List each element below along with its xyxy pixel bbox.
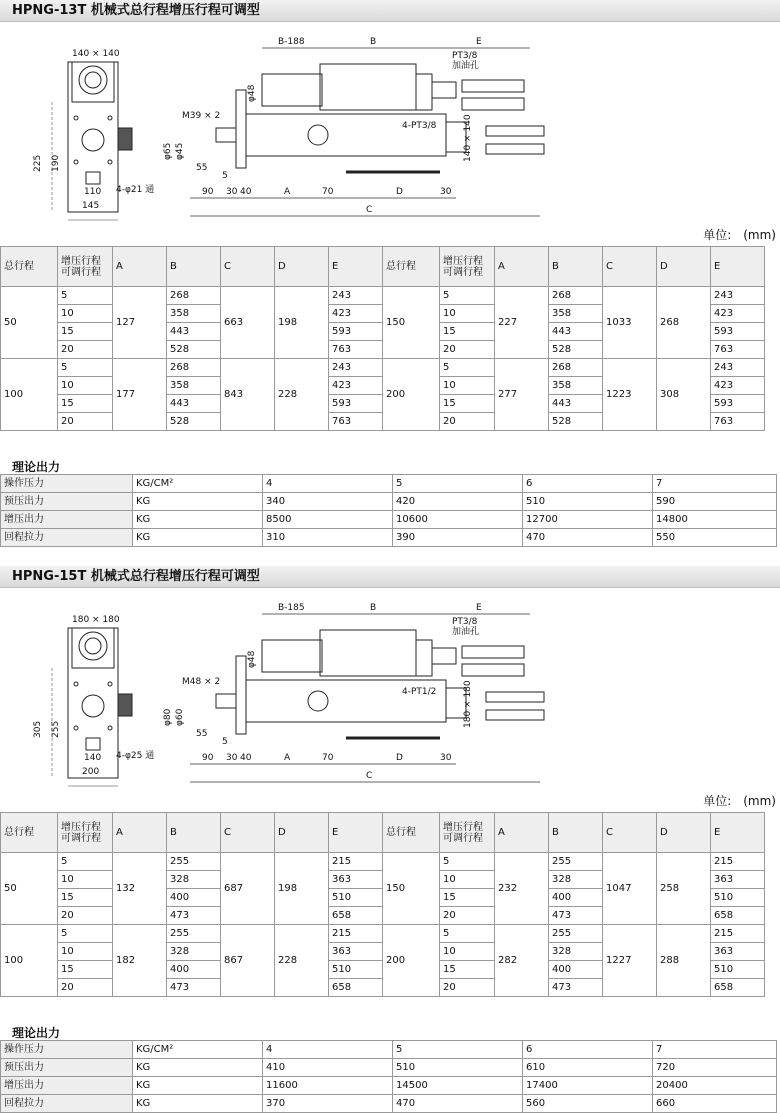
- dim-b-cell: 268: [549, 287, 603, 305]
- force-value: 7: [653, 475, 777, 493]
- dim-e-cell: 243: [329, 359, 383, 377]
- dim-d-cell: 228: [275, 925, 329, 997]
- dim-b-cell: 443: [549, 323, 603, 341]
- dim-c-cell: 843: [221, 359, 275, 431]
- dim-b-cell: 443: [167, 323, 221, 341]
- dim-d-cell: 308: [657, 359, 711, 431]
- dim-90: 90: [202, 753, 214, 763]
- dim-e-cell: 215: [329, 925, 383, 943]
- dim-a-cell: 282: [495, 925, 549, 997]
- dim-d48: φ48: [247, 84, 257, 102]
- dim-d1: φ65: [163, 142, 173, 160]
- dim-thread: M39 × 2: [182, 111, 221, 121]
- dim-b-cell: 328: [167, 943, 221, 961]
- boost-stroke-cell: 15: [440, 889, 495, 907]
- dim-e-cell: 423: [711, 305, 765, 323]
- dim-l5: 5: [222, 171, 228, 181]
- dim-e-cell: 243: [711, 359, 765, 377]
- force-value: 11600: [263, 1077, 393, 1095]
- dim-b-offset: B-188: [278, 37, 305, 47]
- column-header: C: [221, 247, 275, 287]
- dim-flange: 180 × 180: [72, 615, 120, 625]
- boost-stroke-cell: 15: [58, 961, 113, 979]
- dim-c-cell: 1033: [603, 287, 657, 359]
- force-value: 340: [263, 493, 393, 511]
- column-header: E: [711, 813, 765, 853]
- column-header: A: [113, 813, 167, 853]
- column-header: 增压行程 可调行程: [58, 247, 113, 287]
- column-header: D: [657, 247, 711, 287]
- boost-stroke-cell: 15: [58, 323, 113, 341]
- dim-d2: φ45: [175, 142, 185, 160]
- dim-c-cell: 867: [221, 925, 275, 997]
- dim-e-cell: 423: [329, 305, 383, 323]
- dim-40: 40: [240, 753, 252, 763]
- force-value: 390: [393, 529, 523, 547]
- force-value: KG: [133, 493, 263, 511]
- force-value: KG/CM²: [133, 1041, 263, 1059]
- column-header: E: [329, 247, 383, 287]
- force-value: 7: [653, 1041, 777, 1059]
- dim-h2: 255: [51, 720, 61, 738]
- boost-stroke-cell: 5: [440, 853, 495, 871]
- dim-d-cell: 198: [275, 287, 329, 359]
- dim-d-cell: 258: [657, 853, 711, 925]
- dim-30a: 30: [226, 753, 238, 763]
- total-stroke-cell: 100: [1, 359, 58, 431]
- dim-h2: 190: [51, 154, 61, 172]
- dim-thread: M48 × 2: [182, 677, 221, 687]
- dim-h1: 225: [33, 154, 43, 172]
- section-title: HPNG-13T 机械式总行程增压行程可调型: [0, 0, 780, 22]
- boost-stroke-cell: 20: [440, 979, 495, 997]
- force-value: KG: [133, 1077, 263, 1095]
- dim-h1: 305: [33, 720, 43, 738]
- boost-stroke-cell: 5: [58, 359, 113, 377]
- boost-stroke-cell: 10: [440, 871, 495, 889]
- dim-a: A: [284, 187, 291, 197]
- force-value: KG/CM²: [133, 475, 263, 493]
- column-header: B: [549, 247, 603, 287]
- boost-stroke-cell: 10: [58, 871, 113, 889]
- dim-e-cell: 593: [711, 323, 765, 341]
- dim-e-cell: 763: [329, 341, 383, 359]
- column-header: E: [329, 813, 383, 853]
- dim-c-cell: 663: [221, 287, 275, 359]
- dim-e-cell: 510: [329, 889, 383, 907]
- dim-e-cell: 763: [329, 413, 383, 431]
- dim-pt: PT3/8: [452, 617, 478, 627]
- dim-b-cell: 358: [549, 305, 603, 323]
- dim-b-cell: 268: [167, 287, 221, 305]
- boost-stroke-cell: 20: [58, 413, 113, 431]
- dim-e-cell: 215: [329, 853, 383, 871]
- column-header: A: [495, 813, 549, 853]
- boost-stroke-cell: 10: [440, 305, 495, 323]
- dim-e-cell: 363: [711, 871, 765, 889]
- dim-e-cell: 658: [329, 979, 383, 997]
- boost-stroke-cell: 5: [440, 287, 495, 305]
- force-value: 610: [523, 1059, 653, 1077]
- column-header: 增压行程 可调行程: [440, 813, 495, 853]
- dim-w2: 200: [82, 767, 100, 777]
- force-value: 510: [393, 1059, 523, 1077]
- dim-b-cell: 528: [549, 341, 603, 359]
- spec-header-row: [1, 247, 765, 287]
- dim-b-cell: 443: [549, 395, 603, 413]
- dim-e-cell: 658: [711, 907, 765, 925]
- dim-e-cell: 658: [711, 979, 765, 997]
- boost-stroke-cell: 20: [58, 979, 113, 997]
- column-header: E: [711, 247, 765, 287]
- boost-stroke-cell: 10: [440, 377, 495, 395]
- dim-d: D: [396, 187, 403, 197]
- force-value: 510: [523, 493, 653, 511]
- force-value: 420: [393, 493, 523, 511]
- dim-e-cell: 510: [329, 961, 383, 979]
- total-stroke-cell: 50: [1, 853, 58, 925]
- boost-stroke-cell: 10: [440, 943, 495, 961]
- dim-b-cell: 400: [167, 889, 221, 907]
- column-header: 增压行程 可调行程: [58, 813, 113, 853]
- dim-70: 70: [322, 187, 334, 197]
- table-row: [1, 925, 765, 943]
- dim-d2: φ60: [175, 708, 185, 726]
- dim-w1: 140: [84, 753, 102, 763]
- force-label: 预压出力: [1, 1059, 133, 1077]
- force-row: [1, 1077, 777, 1095]
- force-label: 操作压力: [1, 1041, 133, 1059]
- boost-stroke-cell: 10: [58, 305, 113, 323]
- force-value: 4: [263, 1041, 393, 1059]
- dim-e-cell: 215: [711, 925, 765, 943]
- spec-header-row: [1, 813, 765, 853]
- dim-holes: 4-φ21 通: [116, 185, 155, 195]
- boost-stroke-cell: 20: [440, 341, 495, 359]
- dim-c: C: [366, 205, 373, 215]
- spec-table: [0, 246, 765, 431]
- total-stroke-cell: 100: [1, 925, 58, 997]
- column-header: 总行程: [383, 247, 440, 287]
- dim-a-cell: 227: [495, 287, 549, 359]
- dim-a-cell: 132: [113, 853, 167, 925]
- force-value: 14500: [393, 1077, 523, 1095]
- dim-e-cell: 215: [711, 853, 765, 871]
- force-value: 5: [393, 1041, 523, 1059]
- dim-w1: 110: [84, 187, 102, 197]
- force-value: 10600: [393, 511, 523, 529]
- force-value: KG: [133, 529, 263, 547]
- unit-label: 单位: (mm): [703, 228, 776, 242]
- dim-e-cell: 363: [711, 943, 765, 961]
- dim-e-cell: 593: [329, 395, 383, 413]
- force-label: 增压出力: [1, 1077, 133, 1095]
- dim-90: 90: [202, 187, 214, 197]
- force-table: [0, 474, 777, 547]
- dim-30b: 30: [440, 187, 452, 197]
- dim-40: 40: [240, 187, 252, 197]
- dim-d48: φ48: [247, 650, 257, 668]
- dim-30a: 30: [226, 187, 238, 197]
- dim-e-cell: 243: [711, 287, 765, 305]
- force-value: 370: [263, 1095, 393, 1113]
- boost-stroke-cell: 10: [58, 377, 113, 395]
- dim-b-cell: 473: [549, 907, 603, 925]
- dim-a: A: [284, 753, 291, 763]
- dim-b-cell: 473: [167, 979, 221, 997]
- column-header: D: [275, 813, 329, 853]
- force-value: KG: [133, 1095, 263, 1113]
- technical-drawing: [0, 588, 780, 784]
- force-value: 8500: [263, 511, 393, 529]
- total-stroke-cell: 50: [1, 287, 58, 359]
- force-row: [1, 475, 777, 493]
- dim-b-cell: 328: [549, 943, 603, 961]
- force-label: 预压出力: [1, 493, 133, 511]
- dim-b: B: [370, 603, 377, 613]
- dim-a-cell: 182: [113, 925, 167, 997]
- dim-d-cell: 228: [275, 359, 329, 431]
- boost-stroke-cell: 20: [58, 341, 113, 359]
- force-label: 操作压力: [1, 475, 133, 493]
- column-header: D: [657, 813, 711, 853]
- oil-hole-label: 加油孔: [452, 61, 480, 71]
- dim-b-cell: 255: [167, 853, 221, 871]
- dim-pt: PT3/8: [452, 51, 478, 61]
- force-value: 590: [653, 493, 777, 511]
- column-header: B: [167, 813, 221, 853]
- force-value: KG: [133, 1059, 263, 1077]
- dim-c-cell: 1227: [603, 925, 657, 997]
- dim-b-cell: 268: [549, 359, 603, 377]
- dim-b-offset: B-185: [278, 603, 305, 613]
- dim-b-cell: 400: [549, 889, 603, 907]
- dim-e-cell: 593: [711, 395, 765, 413]
- dim-c-cell: 1223: [603, 359, 657, 431]
- section-title: HPNG-15T 机械式总行程增压行程可调型: [0, 566, 780, 588]
- boost-stroke-cell: 15: [440, 961, 495, 979]
- total-stroke-cell: 200: [383, 359, 440, 431]
- dim-d-cell: 198: [275, 853, 329, 925]
- dim-a-cell: 177: [113, 359, 167, 431]
- force-value: 17400: [523, 1077, 653, 1095]
- table-row: [1, 359, 765, 377]
- dim-e-cell: 423: [329, 377, 383, 395]
- dim-b-cell: 358: [549, 377, 603, 395]
- force-value: 6: [523, 475, 653, 493]
- dim-e-cell: 363: [329, 943, 383, 961]
- dim-b-cell: 268: [167, 359, 221, 377]
- dim-b-cell: 400: [167, 961, 221, 979]
- force-value: 410: [263, 1059, 393, 1077]
- dim-e-cell: 593: [329, 323, 383, 341]
- dim-b-cell: 528: [167, 413, 221, 431]
- dim-w2: 145: [82, 201, 100, 211]
- dim-e-cell: 510: [711, 961, 765, 979]
- dim-a-cell: 232: [495, 853, 549, 925]
- dim-e-cell: 510: [711, 889, 765, 907]
- dim-b-cell: 255: [549, 925, 603, 943]
- dim-c-cell: 687: [221, 853, 275, 925]
- dim-70: 70: [322, 753, 334, 763]
- force-value: 20400: [653, 1077, 777, 1095]
- oil-hole-label: 加油孔: [452, 627, 480, 637]
- boost-stroke-cell: 5: [58, 925, 113, 943]
- boost-stroke-cell: 15: [58, 395, 113, 413]
- column-header: C: [603, 247, 657, 287]
- force-row: [1, 1095, 777, 1113]
- dim-b-cell: 358: [167, 377, 221, 395]
- force-value: 720: [653, 1059, 777, 1077]
- dim-pt4: 4-PT1/2: [402, 687, 437, 697]
- force-value: KG: [133, 511, 263, 529]
- section-hpng-15t: [0, 566, 780, 1109]
- technical-drawing: [0, 22, 780, 218]
- dim-b-cell: 255: [167, 925, 221, 943]
- column-header: 总行程: [1, 247, 58, 287]
- dim-l55: 55: [196, 163, 208, 173]
- dim-c: C: [366, 771, 373, 781]
- dim-e: E: [476, 603, 482, 613]
- dim-b-cell: 528: [167, 341, 221, 359]
- boost-stroke-cell: 15: [440, 323, 495, 341]
- force-label: 回程拉力: [1, 529, 133, 547]
- column-header: 增压行程 可调行程: [440, 247, 495, 287]
- column-header: C: [221, 813, 275, 853]
- dim-30b: 30: [440, 753, 452, 763]
- dim-l55: 55: [196, 729, 208, 739]
- dim-d-cell: 268: [657, 287, 711, 359]
- dim-b-cell: 358: [167, 305, 221, 323]
- boost-stroke-cell: 10: [58, 943, 113, 961]
- force-value: 12700: [523, 511, 653, 529]
- dim-a-cell: 127: [113, 287, 167, 359]
- table-row: [1, 287, 765, 305]
- column-header: D: [275, 247, 329, 287]
- dim-b-cell: 528: [549, 413, 603, 431]
- boost-stroke-cell: 20: [440, 413, 495, 431]
- boost-stroke-cell: 15: [58, 889, 113, 907]
- boost-stroke-cell: 15: [440, 395, 495, 413]
- force-table: [0, 1040, 777, 1113]
- force-label: 增压出力: [1, 511, 133, 529]
- cylinder-drawing-icon: [0, 22, 780, 218]
- unit-label: 单位: (mm): [703, 794, 776, 808]
- dim-b-cell: 255: [549, 853, 603, 871]
- column-header: B: [549, 813, 603, 853]
- boost-stroke-cell: 5: [58, 287, 113, 305]
- column-header: A: [113, 247, 167, 287]
- force-value: 470: [393, 1095, 523, 1113]
- spec-table: [0, 812, 765, 997]
- force-row: [1, 511, 777, 529]
- force-value: 6: [523, 1041, 653, 1059]
- dim-e-cell: 243: [329, 287, 383, 305]
- force-value: 14800: [653, 511, 777, 529]
- force-label: 回程拉力: [1, 1095, 133, 1113]
- force-value: 550: [653, 529, 777, 547]
- cylinder-drawing-icon: [0, 588, 780, 784]
- dim-b-cell: 400: [549, 961, 603, 979]
- force-value: 5: [393, 475, 523, 493]
- dim-e-cell: 763: [711, 341, 765, 359]
- force-row: [1, 529, 777, 547]
- dim-b-cell: 328: [549, 871, 603, 889]
- dim-b-cell: 328: [167, 871, 221, 889]
- dim-l5: 5: [222, 737, 228, 747]
- total-stroke-cell: 150: [383, 853, 440, 925]
- dim-pt4: 4-PT3/8: [402, 121, 437, 131]
- force-row: [1, 493, 777, 511]
- force-title: 理论出力: [12, 1026, 61, 1040]
- column-header: 总行程: [383, 813, 440, 853]
- dim-d: D: [396, 753, 403, 763]
- boost-stroke-cell: 20: [440, 907, 495, 925]
- total-stroke-cell: 200: [383, 925, 440, 997]
- column-header: 总行程: [1, 813, 58, 853]
- boost-stroke-cell: 5: [440, 925, 495, 943]
- force-value: 4: [263, 475, 393, 493]
- dim-e-cell: 763: [711, 413, 765, 431]
- dim-holes: 4-φ25 通: [116, 751, 155, 761]
- dim-b-cell: 443: [167, 395, 221, 413]
- force-row: [1, 1041, 777, 1059]
- force-row: [1, 1059, 777, 1077]
- dim-d-cell: 288: [657, 925, 711, 997]
- force-value: 310: [263, 529, 393, 547]
- dim-b: B: [370, 37, 377, 47]
- total-stroke-cell: 150: [383, 287, 440, 359]
- force-title: 理论出力: [12, 460, 61, 474]
- column-header: A: [495, 247, 549, 287]
- dim-c-cell: 1047: [603, 853, 657, 925]
- dim-e-cell: 423: [711, 377, 765, 395]
- boost-stroke-cell: 20: [58, 907, 113, 925]
- boost-stroke-cell: 5: [440, 359, 495, 377]
- dim-a-cell: 277: [495, 359, 549, 431]
- force-value: 470: [523, 529, 653, 547]
- dim-square: 140 × 140: [463, 114, 473, 162]
- dim-b-cell: 473: [167, 907, 221, 925]
- dim-square: 180 × 180: [463, 680, 473, 728]
- force-value: 560: [523, 1095, 653, 1113]
- column-header: C: [603, 813, 657, 853]
- dim-e: E: [476, 37, 482, 47]
- boost-stroke-cell: 5: [58, 853, 113, 871]
- dim-e-cell: 363: [329, 871, 383, 889]
- table-row: [1, 853, 765, 871]
- dim-flange: 140 × 140: [72, 49, 120, 59]
- dim-d1: φ80: [163, 708, 173, 726]
- force-value: 660: [653, 1095, 777, 1113]
- dim-e-cell: 658: [329, 907, 383, 925]
- column-header: B: [167, 247, 221, 287]
- dim-b-cell: 473: [549, 979, 603, 997]
